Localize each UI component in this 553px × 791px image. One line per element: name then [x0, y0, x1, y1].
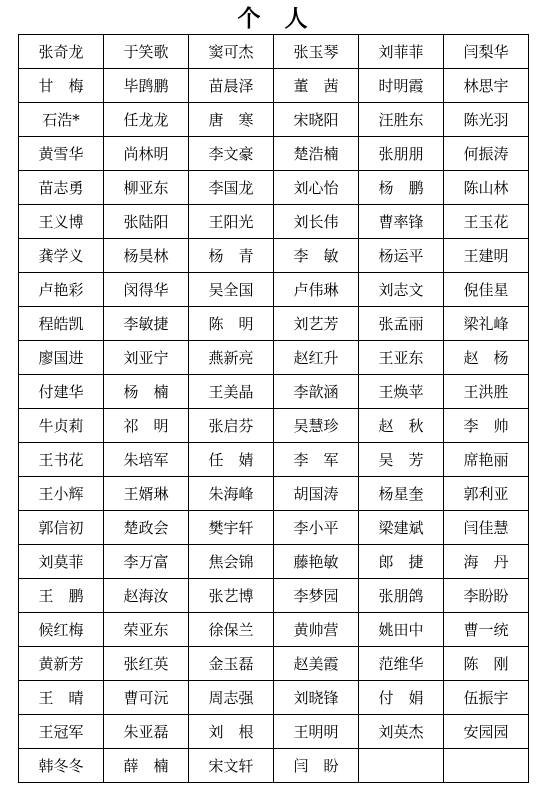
table-row [19, 749, 529, 783]
name-cell: 薛 楠 [104, 749, 189, 783]
name-cell: 赵 秋 [359, 409, 444, 443]
name-cell: 刘心怡 [274, 171, 359, 205]
name-cell: 张孟丽 [359, 307, 444, 341]
name-cell: 张陆阳 [104, 205, 189, 239]
name-cell: 苗晨泽 [189, 69, 274, 103]
name-cell: 王焕苹 [359, 375, 444, 409]
name-cell: 柳亚东 [104, 171, 189, 205]
name-cell: 吴慧珍 [274, 409, 359, 443]
name-cell: 李万富 [104, 545, 189, 579]
name-cell: 黄雪华 [19, 137, 104, 171]
name-cell: 郭利亚 [444, 477, 529, 511]
name-cell: 王 鹏 [19, 579, 104, 613]
name-cell: 赵 杨 [444, 341, 529, 375]
names-table [18, 34, 529, 783]
name-cell: 张朋朋 [359, 137, 444, 171]
name-cell: 林思宇 [444, 69, 529, 103]
table-row [19, 545, 529, 579]
empty-cell [359, 749, 444, 783]
name-cell: 赵美霞 [274, 647, 359, 681]
name-cell: 姚田中 [359, 613, 444, 647]
name-cell: 王义博 [19, 205, 104, 239]
name-cell: 廖国进 [19, 341, 104, 375]
name-cell: 牛贞莉 [19, 409, 104, 443]
table-row [19, 715, 529, 749]
name-cell: 李歆涵 [274, 375, 359, 409]
name-cell: 李盼盼 [444, 579, 529, 613]
table-row [19, 171, 529, 205]
name-cell: 李文豪 [189, 137, 274, 171]
table-row [19, 511, 529, 545]
name-cell: 陈山林 [444, 171, 529, 205]
name-cell: 刘艺芳 [274, 307, 359, 341]
name-cell: 祁 明 [104, 409, 189, 443]
name-cell: 席艳丽 [444, 443, 529, 477]
name-cell: 宋文轩 [189, 749, 274, 783]
name-cell: 朱培军 [104, 443, 189, 477]
table-row [19, 103, 529, 137]
name-cell: 付 娟 [359, 681, 444, 715]
name-cell: 刘菲菲 [359, 35, 444, 69]
name-cell: 刘英杰 [359, 715, 444, 749]
table-row [19, 613, 529, 647]
name-cell: 倪佳星 [444, 273, 529, 307]
name-cell: 梁建斌 [359, 511, 444, 545]
table-row [19, 69, 529, 103]
name-cell: 李国龙 [189, 171, 274, 205]
name-cell: 时明霞 [359, 69, 444, 103]
name-cell: 王书花 [19, 443, 104, 477]
name-cell: 任 婧 [189, 443, 274, 477]
table-row [19, 443, 529, 477]
name-cell: 周志强 [189, 681, 274, 715]
name-cell: 海 丹 [444, 545, 529, 579]
name-cell: 李 军 [274, 443, 359, 477]
name-cell: 张朋鸽 [359, 579, 444, 613]
name-cell: 范维华 [359, 647, 444, 681]
name-cell: 吴 芳 [359, 443, 444, 477]
name-cell: 付建华 [19, 375, 104, 409]
name-cell: 于笑歌 [104, 35, 189, 69]
name-cell: 王明明 [274, 715, 359, 749]
name-cell: 陈光羽 [444, 103, 529, 137]
name-cell: 张启芬 [189, 409, 274, 443]
table-row [19, 35, 529, 69]
name-cell: 杨昊林 [104, 239, 189, 273]
name-cell: 闫 盼 [274, 749, 359, 783]
name-cell: 王小辉 [19, 477, 104, 511]
name-cell: 闫梨华 [444, 35, 529, 69]
name-cell: 张玉琴 [274, 35, 359, 69]
table-row [19, 273, 529, 307]
name-cell: 李敏捷 [104, 307, 189, 341]
empty-cell [444, 749, 529, 783]
name-cell: 卢艳彩 [19, 273, 104, 307]
name-cell: 梁礼峰 [444, 307, 529, 341]
name-cell: 李梦园 [274, 579, 359, 613]
name-cell: 刘莫菲 [19, 545, 104, 579]
name-cell: 刘晓锋 [274, 681, 359, 715]
name-cell: 张艺博 [189, 579, 274, 613]
table-row [19, 681, 529, 715]
name-cell: 王阳光 [189, 205, 274, 239]
name-cell: 董 茜 [274, 69, 359, 103]
name-cell: 王婿琳 [104, 477, 189, 511]
name-cell: 胡国涛 [274, 477, 359, 511]
name-cell: 王建明 [444, 239, 529, 273]
name-cell: 赵海汝 [104, 579, 189, 613]
name-cell: 王 晴 [19, 681, 104, 715]
name-cell: 杨运平 [359, 239, 444, 273]
name-cell: 黄帅营 [274, 613, 359, 647]
name-cell: 龚学义 [19, 239, 104, 273]
name-cell: 金玉磊 [189, 647, 274, 681]
name-cell: 闵得华 [104, 273, 189, 307]
name-cell: 闫佳慧 [444, 511, 529, 545]
name-cell: 曹率锋 [359, 205, 444, 239]
name-cell: 郎 捷 [359, 545, 444, 579]
name-cell: 楚政会 [104, 511, 189, 545]
table-row [19, 307, 529, 341]
name-cell: 樊宇轩 [189, 511, 274, 545]
table-row [19, 647, 529, 681]
table-row [19, 409, 529, 443]
name-cell: 刘长伟 [274, 205, 359, 239]
name-cell: 朱海峰 [189, 477, 274, 511]
name-cell: 毕鹍鹏 [104, 69, 189, 103]
name-cell: 郭信初 [19, 511, 104, 545]
name-cell: 吴全国 [189, 273, 274, 307]
name-cell: 徐保兰 [189, 613, 274, 647]
names-table-body [19, 35, 529, 783]
name-cell: 伍振宇 [444, 681, 529, 715]
table-row [19, 341, 529, 375]
name-cell: 张奇龙 [19, 35, 104, 69]
name-cell: 曹可沅 [104, 681, 189, 715]
name-cell: 任龙龙 [104, 103, 189, 137]
name-cell: 张红英 [104, 647, 189, 681]
name-cell: 杨 青 [189, 239, 274, 273]
name-cell: 候红梅 [19, 613, 104, 647]
name-cell: 焦会锦 [189, 545, 274, 579]
name-cell: 安园园 [444, 715, 529, 749]
table-row [19, 579, 529, 613]
table-row [19, 137, 529, 171]
name-cell: 王玉花 [444, 205, 529, 239]
name-cell: 陈 明 [189, 307, 274, 341]
name-cell: 苗志勇 [19, 171, 104, 205]
name-cell: 韩冬冬 [19, 749, 104, 783]
name-cell: 王冠军 [19, 715, 104, 749]
name-cell: 荣亚东 [104, 613, 189, 647]
name-cell: 唐 寒 [189, 103, 274, 137]
name-cell: 藤艳敏 [274, 545, 359, 579]
name-cell: 曹一统 [444, 613, 529, 647]
name-cell: 卢伟琳 [274, 273, 359, 307]
name-cell: 王洪胜 [444, 375, 529, 409]
table-row [19, 205, 529, 239]
name-cell: 汪胜东 [359, 103, 444, 137]
name-cell: 燕新亮 [189, 341, 274, 375]
name-cell: 刘亚宁 [104, 341, 189, 375]
table-row [19, 239, 529, 273]
name-cell: 黄新芳 [19, 647, 104, 681]
name-cell: 李小平 [274, 511, 359, 545]
name-cell: 李 敏 [274, 239, 359, 273]
name-cell: 王亚东 [359, 341, 444, 375]
name-cell: 石浩* [19, 103, 104, 137]
name-cell: 程皓凯 [19, 307, 104, 341]
name-cell: 刘 根 [189, 715, 274, 749]
name-cell: 宋晓阳 [274, 103, 359, 137]
name-cell: 朱亚磊 [104, 715, 189, 749]
name-cell: 杨 楠 [104, 375, 189, 409]
table-row [19, 375, 529, 409]
name-cell: 杨 鹏 [359, 171, 444, 205]
name-cell: 李 帅 [444, 409, 529, 443]
name-cell: 楚浩楠 [274, 137, 359, 171]
name-cell: 杨星奎 [359, 477, 444, 511]
name-cell: 窦可杰 [189, 35, 274, 69]
table-row [19, 477, 529, 511]
name-cell: 甘 梅 [19, 69, 104, 103]
name-cell: 陈 刚 [444, 647, 529, 681]
name-cell: 王美晶 [189, 375, 274, 409]
name-cell: 赵红升 [274, 341, 359, 375]
name-cell: 尚林明 [104, 137, 189, 171]
name-cell: 刘志文 [359, 273, 444, 307]
name-cell: 何振涛 [444, 137, 529, 171]
page-title: 个 人 [237, 6, 316, 32]
